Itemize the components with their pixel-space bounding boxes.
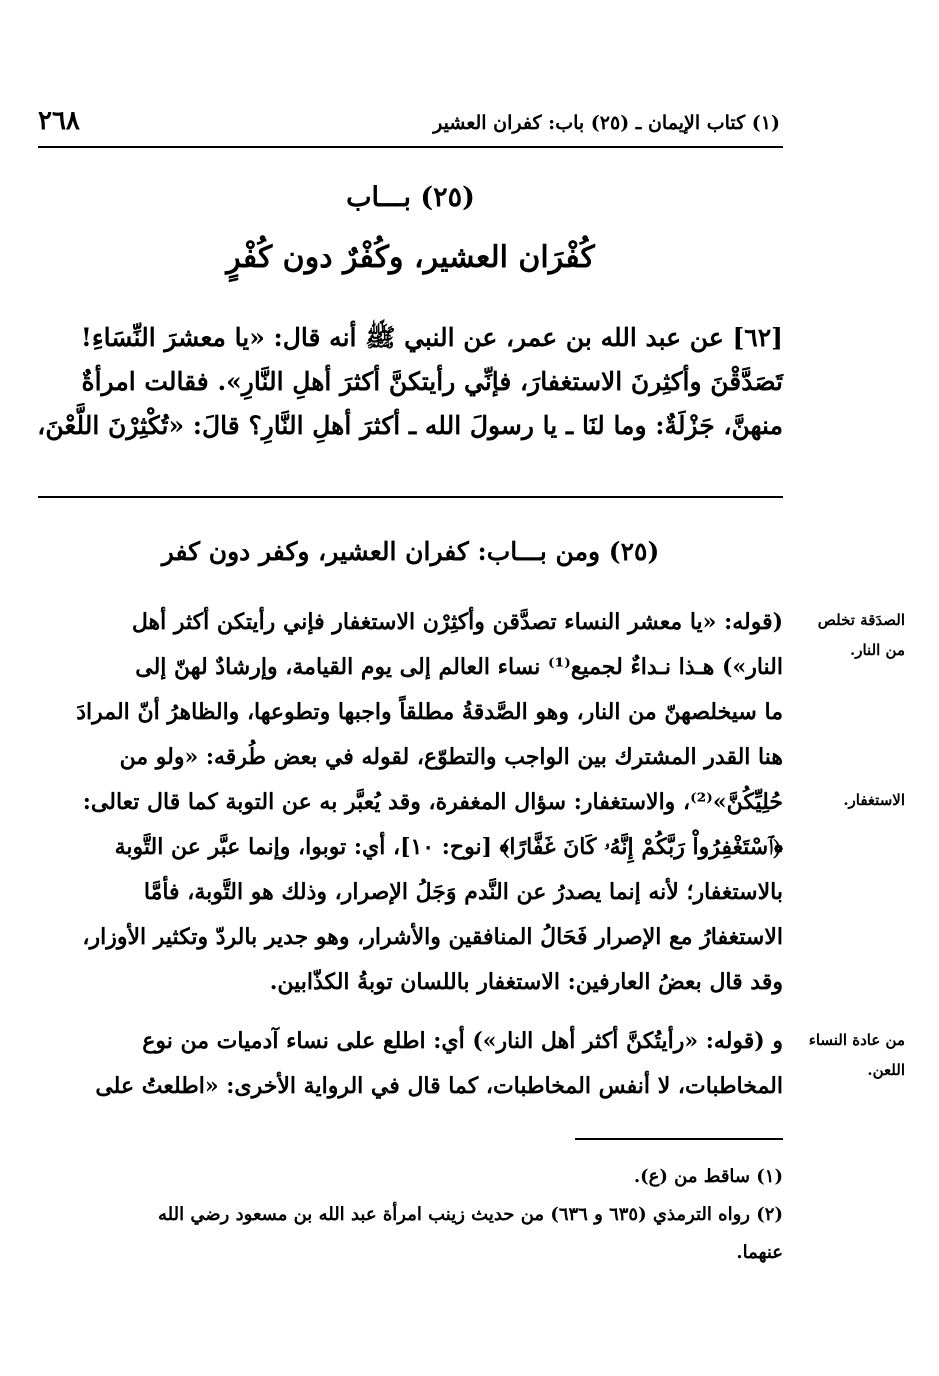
footnote: (٢) رواه الترمذي (٦٣٥ و ٦٣٦) من حديث زينب امرأة عبد الله بن مسعود رضي الله — [158, 1204, 783, 1225]
commentary-line: هنا القدر المشترك بين الواجب والتطوّع، لقوله في بعض طُرقه: «ولو من — [119, 744, 783, 770]
commentary-line: ما سيخلصهنّ من النار، وهو الصَّدقةُ مطلقاً واجبها وتطوعها، والظاهرُ أنّ المرادَ — [76, 699, 783, 725]
commentary-line: حُلِيِّكُنَّ»⁽²⁾، والاستغفار: سؤال المغفرة، وقد يُعبَّر به عن التوبة كما قال تعالى: — [82, 789, 783, 815]
chapter-heading: (٢٥) بـــاب — [346, 182, 475, 213]
hadith-line: تَصَدَّقْنَ وأكثِرنَ الاستغفارَ، فإنِّي رأيتكنَّ أكثرَ أهلِ النَّارِ». فقالت امرأةٌ — [81, 367, 783, 396]
commentary-text — [38, 600, 783, 1109]
footnote: (١) ساقط من (ع). — [633, 1166, 783, 1187]
hadith-text — [38, 316, 783, 448]
hadith-line: منهنَّ، جَزْلَةٌ: وما لنَا ـ يا رسولَ الله ـ أكثرَ أهلِ النَّارِ؟ قالَ: «تُكْثِرْنَ اللَّعْنَ، — [37, 411, 783, 440]
commentary-line: النار») هـذا نـداءٌ لجميع⁽¹⁾ نساء العالم إلى يوم القيامة، وإرشادٌ لهنّ إلى — [135, 654, 783, 680]
running-head: (١) كتاب الإيمان ـ (٢٥) باب: كفران العشير — [433, 112, 780, 134]
commentary-line: (قوله: «يا معشر النساء تصدَّقن وأكثِرْن الاستغفار فإني رأيتكن أكثر أهل — [131, 609, 783, 635]
footnote-rule — [575, 1138, 783, 1140]
commentary-line: الاستغفارُ مع الإصرار فَحَالُ المنافقين والأشرار، وهو جدير بالردّ وتكثير الأوزار، — [82, 924, 783, 950]
margin-note-line: اللعن. — [867, 1061, 905, 1079]
header-rule — [38, 146, 783, 148]
commentary-line: بالاستغفار؛ لأنه إنما يصدرُ عن النَّدم وَجَلُ الإصرار، وذلك هو التَّوبة، فأمَّا — [143, 879, 783, 905]
margin-note-line: الاستغفار. — [843, 791, 905, 809]
margin-note-line: الصدَقة تخلص — [817, 611, 905, 629]
margin-note-line: من عادة النساء — [808, 1031, 905, 1049]
paragraph-gap — [38, 1005, 783, 1019]
margin-note-istighfar — [800, 785, 905, 815]
margin-note-charity — [800, 605, 905, 665]
footnotes — [38, 1158, 783, 1272]
commentary-line: وقد قال بعضُ العارفين: الاستغفار باللسان توبةُ الكذّابين. — [269, 969, 783, 995]
hadith-line: [٦٢] عن عبد الله بن عمر، عن النبي ﷺ أنه قال: «يا معشرَ النِّسَاءِ! — [80, 323, 783, 352]
margin-note-cursing — [800, 1025, 905, 1085]
margin-note-line: من النار. — [850, 641, 905, 659]
section-divider — [38, 496, 783, 498]
chapter-title: كُفْرَان العشير، وكُفْرٌ دون كُفْرٍ — [226, 240, 595, 275]
page-number: ٢٦٨ — [38, 106, 80, 136]
commentary-heading: (٢٥) ومن بـــاب: كفران العشير، وكفر دون كفر — [161, 537, 660, 566]
footnote: عنهما. — [736, 1242, 783, 1263]
commentary-line: المخاطبات، لا أنفس المخاطبات، كما قال في الرواية الأخرى: «اطلعتُ على — [95, 1073, 783, 1099]
commentary-line: ﴿ٱسْتَغْفِرُواْ رَبَّكُمْ إِنَّهُۥ كَانَ غَفَّارًا﴾ [نوح: ١٠]، أي: توبوا، وإنما عبَّر عن التَّوبة — [114, 834, 783, 860]
commentary-line: و (قوله: «رأيتُكنَّ أكثر أهل النار») أي: اطلع على نساء آدميات من نوع — [142, 1028, 783, 1054]
